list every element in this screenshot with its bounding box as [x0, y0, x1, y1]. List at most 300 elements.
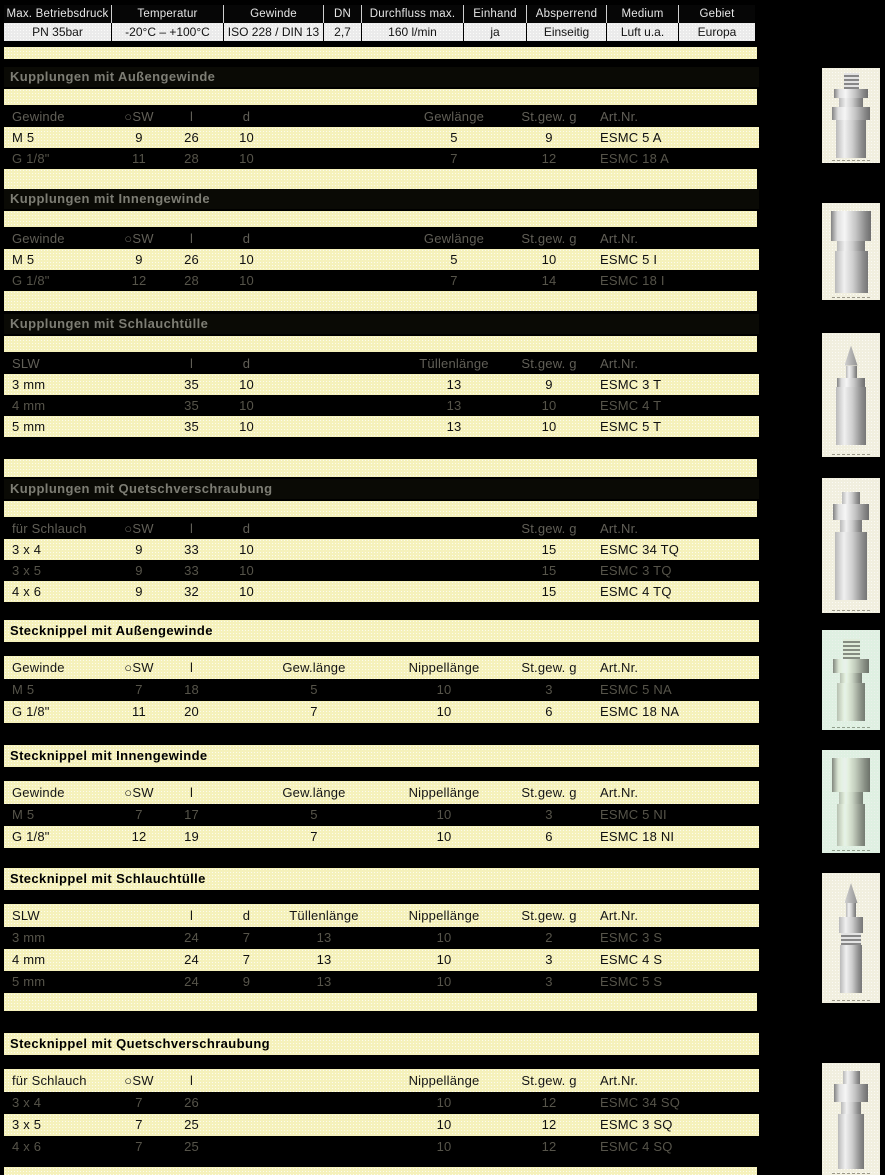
table-cell: ESMC 3 S	[600, 930, 663, 945]
fitting-part	[839, 917, 863, 933]
spec-header-row	[4, 5, 755, 23]
column-header	[274, 518, 514, 539]
table-cell: ESMC 4 TQ	[600, 584, 672, 599]
column-header-row	[4, 353, 759, 374]
table-cell: ESMC 5 S	[600, 974, 663, 989]
table-row	[4, 1114, 759, 1136]
divider-strip	[4, 459, 757, 477]
spec-column-value: ISO 228 / DIN 13	[224, 23, 324, 41]
table-cell	[274, 560, 514, 581]
spec-table	[4, 5, 755, 41]
table-cell: 24	[184, 974, 199, 989]
spec-column-label: Gebiet	[699, 8, 735, 20]
table-cell: ESMC 4 SQ	[600, 1139, 673, 1154]
table-cell: 7	[310, 704, 318, 719]
column-header: St.gew. g	[521, 521, 577, 536]
table-cell: 5 mm	[12, 974, 46, 989]
table-cell: 11	[132, 704, 146, 719]
column-header: Gewinde	[12, 785, 65, 800]
table-cell: 3	[545, 952, 553, 967]
column-header-row	[4, 656, 759, 679]
table-cell: 10	[436, 974, 452, 989]
table-cell: 20	[184, 704, 199, 719]
table-cell	[219, 1092, 374, 1114]
spec-column-label: Durchfluss max.	[362, 5, 464, 23]
fitting-part	[832, 758, 870, 792]
table-cell: 12	[541, 1117, 557, 1132]
column-header: Gewlänge	[423, 231, 485, 246]
table-cell	[274, 416, 394, 437]
table-cell: 10	[436, 1117, 452, 1132]
column-header: Art.Nr.	[600, 231, 639, 246]
column-header: d	[242, 908, 251, 923]
table-row	[4, 804, 759, 826]
table-cell	[274, 148, 394, 169]
table-cell: M 5	[12, 682, 35, 697]
table-cell: 12	[131, 273, 147, 288]
table-cell: 33	[184, 542, 199, 557]
table-cell: M 5	[12, 252, 35, 267]
table-cell: 13	[446, 398, 462, 413]
nipple-compression-photo	[822, 1063, 880, 1175]
table-row	[4, 1092, 759, 1114]
column-header: ○SW	[124, 1073, 154, 1088]
fitting-part	[835, 532, 867, 600]
nipple-male-thread-photo	[822, 630, 880, 730]
table-cell: 10	[239, 377, 254, 392]
column-header: l	[189, 908, 194, 923]
table-cell: 4 x 6	[12, 1139, 42, 1154]
column-header: St.gew. g	[521, 660, 577, 675]
nipple-hose-barb-photo	[822, 873, 880, 1003]
table-cell: 35	[184, 419, 199, 434]
table-cell: 10	[436, 1139, 452, 1154]
table-cell: ESMC 3 SQ	[600, 1117, 673, 1132]
divider-strip	[4, 291, 757, 311]
fitting-part	[834, 89, 868, 98]
section-title: Kupplungen mit Schlauchtülle	[4, 314, 759, 334]
fitting-part	[833, 659, 869, 673]
table-cell	[114, 416, 164, 437]
table-row	[4, 679, 759, 701]
table-cell: 19	[184, 829, 199, 844]
table-cell: ESMC 18 I	[600, 273, 665, 288]
table-cell	[274, 249, 394, 270]
table-cell: 7	[135, 1117, 143, 1132]
table-row	[4, 395, 759, 416]
table-row	[4, 249, 759, 270]
table-cell	[274, 374, 394, 395]
table-cell: 10	[239, 151, 254, 166]
table-row	[4, 270, 759, 291]
spec-column-value: PN 35bar	[4, 23, 112, 41]
section-title: Stecknippel mit Schlauchtülle	[4, 868, 759, 890]
spec-column-label: Max. Betriebsdruck	[4, 5, 112, 23]
fitting-part	[841, 1102, 861, 1114]
spec-column-value: 160 l/min	[362, 23, 464, 41]
table-cell: 12	[541, 151, 557, 166]
table-cell: 10	[239, 273, 254, 288]
table-cell: 9	[242, 974, 251, 989]
table-cell: 3 x 5	[12, 1117, 42, 1132]
table-cell: 10	[541, 419, 557, 434]
content-column	[4, 5, 759, 1175]
table-cell	[274, 127, 394, 148]
column-header: Nippellänge	[408, 908, 480, 923]
table-cell: ESMC 5 T	[600, 419, 662, 434]
table-cell: 5 mm	[12, 419, 46, 434]
table-cell: G 1/8"	[12, 829, 50, 844]
fitting-part	[831, 211, 871, 241]
table-cell: 3 mm	[12, 377, 46, 392]
table-cell: 9	[545, 377, 553, 392]
table-row	[4, 581, 759, 602]
table-cell: 25	[184, 1117, 199, 1132]
table-cell: 10	[436, 704, 452, 719]
fitting-part	[834, 1084, 868, 1102]
column-header: St.gew. g	[521, 356, 577, 371]
column-header: St.gew. g	[521, 785, 577, 800]
column-header: Tüllenlänge	[419, 356, 489, 371]
table-cell: 7	[242, 930, 251, 945]
table-cell: G 1/8"	[12, 704, 50, 719]
table-cell: ESMC 18 NI	[600, 829, 675, 844]
table-cell: 26	[184, 252, 199, 267]
table-row	[4, 539, 759, 560]
table-cell: 13	[316, 974, 332, 989]
table-cell	[219, 804, 254, 826]
column-header	[219, 1069, 374, 1092]
table-cell: 12	[541, 1095, 557, 1110]
table-cell: 12	[131, 829, 147, 844]
table-cell: 5	[310, 682, 318, 697]
spec-column-label: Einhand	[464, 5, 527, 23]
column-header: Nippellänge	[408, 785, 480, 800]
column-header: Gew.länge	[282, 660, 346, 675]
table-cell: 10	[239, 130, 254, 145]
column-header-row	[4, 1069, 759, 1092]
column-header: d	[242, 356, 251, 371]
table-cell: 24	[184, 952, 199, 967]
column-header: l	[189, 109, 194, 124]
column-header-row	[4, 106, 759, 127]
table-cell: 35	[184, 377, 199, 392]
table-cell	[219, 1136, 374, 1158]
column-header: l	[189, 1073, 194, 1088]
table-cell: ESMC 5 I	[600, 252, 658, 267]
fitting-part	[837, 683, 865, 721]
table-row	[4, 1136, 759, 1158]
table-cell: M 5	[12, 807, 35, 822]
table-cell: ESMC 4 T	[600, 398, 662, 413]
table-cell	[219, 679, 254, 701]
table-row	[4, 826, 759, 848]
table-cell: 3 mm	[12, 930, 46, 945]
table-cell: 10	[239, 563, 254, 578]
fitting-part	[846, 903, 856, 917]
table-cell: 33	[184, 563, 199, 578]
divider-strip	[4, 169, 757, 189]
column-header: ○SW	[124, 660, 154, 675]
nipple-female-thread-photo	[822, 750, 880, 853]
fitting-part	[836, 387, 866, 445]
column-header-row	[4, 228, 759, 249]
column-header	[219, 656, 254, 679]
fitting-part	[843, 639, 860, 659]
table-cell: 14	[541, 273, 557, 288]
column-header: ○SW	[124, 231, 154, 246]
column-header: ○SW	[124, 521, 154, 536]
fitting-part	[837, 804, 865, 846]
section-title: Kupplungen mit Außengewinde	[4, 67, 759, 87]
table-cell: 10	[541, 398, 557, 413]
fitting-part	[840, 673, 862, 683]
column-header: St.gew. g	[521, 1073, 577, 1088]
table-cell: 12	[541, 1139, 557, 1154]
table-cell	[219, 701, 254, 723]
table-cell: ESMC 34 TQ	[600, 542, 680, 557]
column-header: Gewinde	[12, 109, 65, 124]
table-cell: 13	[446, 377, 462, 392]
column-header: l	[189, 521, 194, 536]
table-cell: 3 x 4	[12, 542, 42, 557]
table-cell: 26	[184, 1095, 199, 1110]
divider-strip	[4, 89, 757, 105]
table-cell: ESMC 18 A	[600, 151, 669, 166]
column-header: Gewinde	[12, 231, 65, 246]
fitting-part	[841, 933, 861, 945]
table-cell: ESMC 5 NI	[600, 807, 667, 822]
fitting-part	[837, 241, 865, 251]
fitting-part	[832, 107, 870, 120]
table-cell: 10	[436, 930, 452, 945]
divider-strip	[4, 993, 757, 1011]
column-header-row	[4, 781, 759, 804]
column-header: Art.Nr.	[600, 1073, 639, 1088]
divider-strip	[4, 47, 757, 59]
column-header: d	[242, 521, 251, 536]
column-header: Art.Nr.	[600, 521, 639, 536]
column-header: Tüllenlänge	[289, 908, 359, 923]
column-header-row	[4, 904, 759, 927]
column-header: Gewlänge	[423, 109, 485, 124]
section-title: Stecknippel mit Außengewinde	[4, 620, 759, 642]
column-header	[274, 228, 394, 249]
table-cell: 5	[310, 807, 318, 822]
table-cell: 5	[450, 252, 458, 267]
table-cell: G 1/8"	[12, 273, 50, 288]
column-header-row	[4, 518, 759, 539]
spec-column-value: 2,7	[324, 23, 362, 41]
fitting-part	[837, 378, 865, 387]
table-row	[4, 560, 759, 581]
table-cell: ESMC 4 S	[600, 952, 663, 967]
table-cell: 15	[541, 563, 557, 578]
table-cell: 3 x 5	[12, 563, 42, 578]
table-cell: 13	[316, 952, 332, 967]
table-cell: 13	[316, 930, 332, 945]
column-header: Art.Nr.	[600, 109, 639, 124]
table-cell: ESMC 34 SQ	[600, 1095, 681, 1110]
column-header: d	[242, 109, 251, 124]
coupling-female-thread-photo	[822, 203, 880, 300]
table-cell: G 1/8"	[12, 151, 50, 166]
column-header: l	[189, 660, 194, 675]
fitting-part	[845, 346, 858, 366]
divider-strip	[4, 501, 757, 517]
table-cell: 17	[184, 807, 199, 822]
section-title: Kupplungen mit Quetschverschraubung	[4, 479, 759, 499]
table-cell	[219, 1114, 374, 1136]
column-header: ○SW	[124, 785, 154, 800]
table-cell: 3	[545, 682, 553, 697]
fitting-part	[846, 366, 857, 378]
table-row	[4, 416, 759, 437]
table-cell: 10	[239, 252, 254, 267]
column-header: St.gew. g	[521, 908, 577, 923]
divider-strip	[4, 336, 757, 352]
table-cell: 13	[446, 419, 462, 434]
table-cell: 7	[135, 1139, 143, 1154]
table-row	[4, 971, 759, 993]
column-header: Gew.länge	[282, 785, 346, 800]
divider-strip	[4, 1167, 757, 1175]
table-cell: 9	[135, 252, 143, 267]
column-header: Gewinde	[12, 660, 65, 675]
table-cell: 32	[184, 584, 199, 599]
column-header: l	[189, 231, 194, 246]
fitting-part	[844, 73, 859, 89]
coupling-male-thread-photo	[822, 68, 880, 163]
sections-container	[4, 67, 759, 1175]
table-cell: 4 mm	[12, 398, 46, 413]
table-cell: 7	[450, 273, 458, 288]
column-header: St.gew. g	[521, 231, 577, 246]
column-header	[274, 353, 394, 374]
table-cell: 28	[184, 273, 199, 288]
section-stecknippel-schlauchtuelle	[4, 868, 759, 1011]
table-cell: 11	[132, 151, 146, 166]
fitting-part	[835, 251, 868, 293]
table-row	[4, 148, 759, 169]
column-header: für Schlauch	[12, 1073, 87, 1088]
table-cell: 15	[541, 542, 557, 557]
section-title: Kupplungen mit Innengewinde	[4, 189, 759, 209]
table-cell	[114, 374, 164, 395]
spec-column-value: ja	[464, 23, 527, 41]
table-row	[4, 949, 759, 971]
table-row	[4, 127, 759, 148]
section-title: Stecknippel mit Quetschverschraubung	[4, 1033, 759, 1055]
column-header: ○SW	[124, 109, 154, 124]
table-cell: 7	[242, 952, 251, 967]
table-cell: 4 x 6	[12, 584, 42, 599]
table-cell: 4 mm	[12, 952, 46, 967]
spec-column-label: Gewinde	[224, 5, 324, 23]
table-cell: 10	[436, 807, 452, 822]
divider-strip	[4, 211, 757, 227]
column-header	[114, 904, 164, 927]
table-cell: 7	[310, 829, 318, 844]
table-cell: 7	[135, 1095, 143, 1110]
table-cell: 3 x 4	[12, 1095, 42, 1110]
spec-column-label: Temperatur	[112, 5, 224, 23]
column-header: Art.Nr.	[600, 785, 639, 800]
table-cell: 3	[545, 807, 553, 822]
table-cell: 10	[436, 682, 452, 697]
table-cell: ESMC 3 T	[600, 377, 662, 392]
table-cell: 2	[545, 930, 553, 945]
fitting-part	[833, 504, 869, 520]
spec-column-value: Luft u.a.	[607, 23, 679, 41]
column-header: SLW	[12, 908, 40, 923]
column-header: St.gew. g	[521, 109, 577, 124]
fitting-part	[843, 1071, 860, 1084]
column-header: Art.Nr.	[600, 660, 639, 675]
column-header: l	[189, 785, 194, 800]
table-cell	[114, 971, 164, 993]
table-cell: 10	[436, 1095, 452, 1110]
spec-value-row	[4, 23, 755, 41]
table-cell: 35	[184, 398, 199, 413]
column-header	[274, 106, 394, 127]
table-cell	[219, 826, 254, 848]
table-cell: 9	[135, 563, 143, 578]
table-cell: 25	[184, 1139, 199, 1154]
table-cell: 10	[436, 952, 452, 967]
spec-column-value: -20°C – +100°C	[112, 23, 224, 41]
table-cell: 6	[545, 704, 553, 719]
table-cell	[274, 270, 394, 291]
section-title: Stecknippel mit Innengewinde	[4, 745, 759, 767]
column-header	[114, 353, 164, 374]
table-row	[4, 927, 759, 949]
table-cell: 28	[184, 151, 199, 166]
fitting-part	[839, 98, 863, 107]
table-cell: 9	[135, 542, 143, 557]
table-cell: 10	[239, 419, 254, 434]
coupling-compression-photo	[822, 478, 880, 613]
section-kupplungen-innengewinde	[4, 189, 759, 311]
fitting-part	[840, 520, 862, 532]
section-stecknippel-quetschverschraubung	[4, 1033, 759, 1175]
table-cell: 9	[135, 130, 143, 145]
column-header: d	[242, 231, 251, 246]
table-cell: 24	[184, 930, 199, 945]
column-header: Nippellänge	[408, 1073, 480, 1088]
spec-column-value: Einseitig	[527, 23, 607, 41]
section-stecknippel-innengewinde	[4, 745, 759, 848]
column-header: Nippellänge	[408, 660, 480, 675]
table-cell	[114, 949, 164, 971]
table-cell: 5	[450, 130, 458, 145]
table-cell	[274, 395, 394, 416]
table-cell: M 5	[12, 130, 35, 145]
fitting-part	[840, 945, 862, 993]
table-cell: 10	[436, 829, 452, 844]
table-cell: 3	[545, 974, 553, 989]
table-cell: 10	[541, 252, 557, 267]
fitting-part	[845, 883, 858, 903]
spec-column-label: Absperrend	[527, 5, 607, 23]
column-header: l	[189, 356, 194, 371]
table-cell: 10	[239, 542, 254, 557]
table-cell	[274, 581, 514, 602]
column-header	[219, 781, 254, 804]
table-cell	[114, 927, 164, 949]
column-header: Art.Nr.	[600, 908, 639, 923]
table-cell: 15	[541, 584, 557, 599]
